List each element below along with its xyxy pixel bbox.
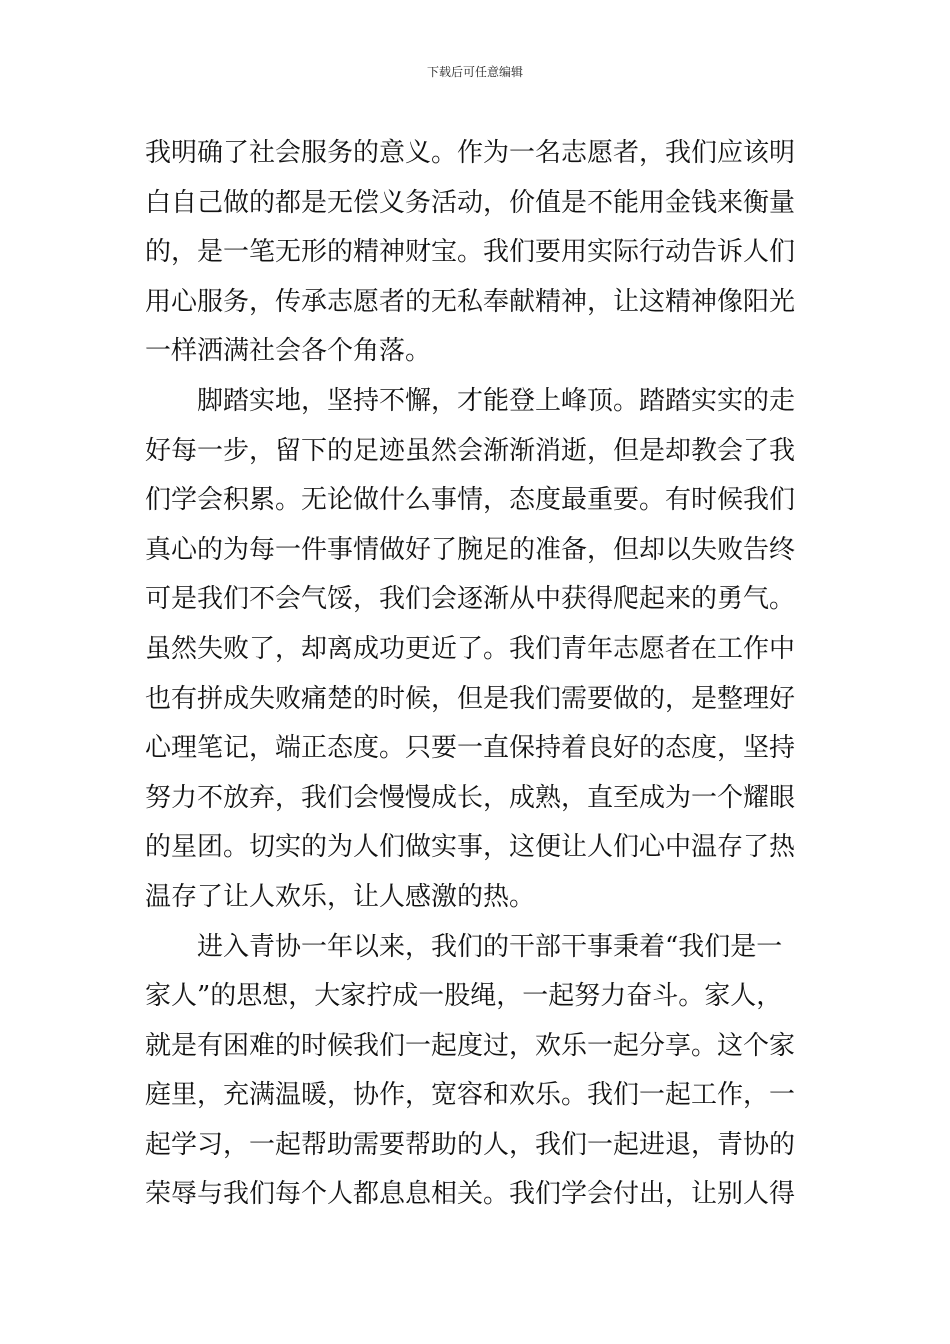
document-body — [145, 129, 805, 1220]
text-line: 好每一步，留下的足迹虽然会渐渐消逝，但是却教会了我 — [145, 435, 796, 466]
text-line: 我明确了社会服务的意义。作为一名志愿者，我们应该明 — [145, 138, 796, 168]
text-line: 温存了让人欢乐，让人感激的热。 — [145, 881, 536, 912]
text-line: 就是有困难的时候我们一起度过，欢乐一起分享。这个家 — [145, 1030, 796, 1061]
text-line: 用心服务，传承志愿者的无私奉献精神，让这精神像阳光 — [145, 286, 796, 317]
text-line: 可是我们不会气馁，我们会逐渐从中获得爬起来的勇气。 — [145, 584, 796, 615]
text-line: 也有拼成失败痛楚的时候，但是我们需要做的，是整理好 — [145, 683, 796, 714]
text-line: 一样洒满社会各个角落。 — [145, 336, 432, 367]
text-line: 荣辱与我们每个人都息息相关。我们学会付出，让别人得 — [145, 1179, 796, 1210]
text-line: 白自己做的都是无偿义务活动，价值是不能用金钱来衡量 — [145, 187, 796, 218]
text-line: 庭里，充满温暖，协作，宽容和欢乐。我们一起工作，一 — [145, 1080, 796, 1111]
header-note: 下载后可任意编辑 — [426, 65, 523, 79]
text-line: 虽然失败了，却离成功更近了。我们青年志愿者在工作中 — [145, 633, 796, 664]
text-line: 进入青协一年以来，我们的干部干事秉着“我们是一 — [145, 931, 783, 962]
text-line: 们学会积累。无论做什么事情，态度最重要。有时候我们 — [145, 485, 796, 516]
text-line: 家人”的思想，大家拧成一股绳，一起努力奋斗。家人， — [145, 981, 783, 1012]
text-line: 脚踏实地，坚持不懈，才能登上峰顶。踏踏实实的走 — [145, 385, 796, 416]
text-line: 起学习，一起帮助需要帮助的人，我们一起进退，青协的 — [145, 1129, 796, 1160]
text-line: 真心的为每一件事情做好了腕足的准备，但却以失败告终 — [145, 534, 796, 565]
text-line: 的，是一笔无形的精神财宝。我们要用实际行动告诉人们 — [145, 237, 796, 268]
text-line: 的星团。切实的为人们做实事，这便让人们心中温存了热 — [145, 832, 796, 863]
text-line: 心理笔记，端正态度。只要一直保持着良好的态度，坚持 — [145, 733, 796, 764]
text-line: 努力不放弃，我们会慢慢成长，成熟，直至成为一个耀眼 — [145, 782, 796, 813]
